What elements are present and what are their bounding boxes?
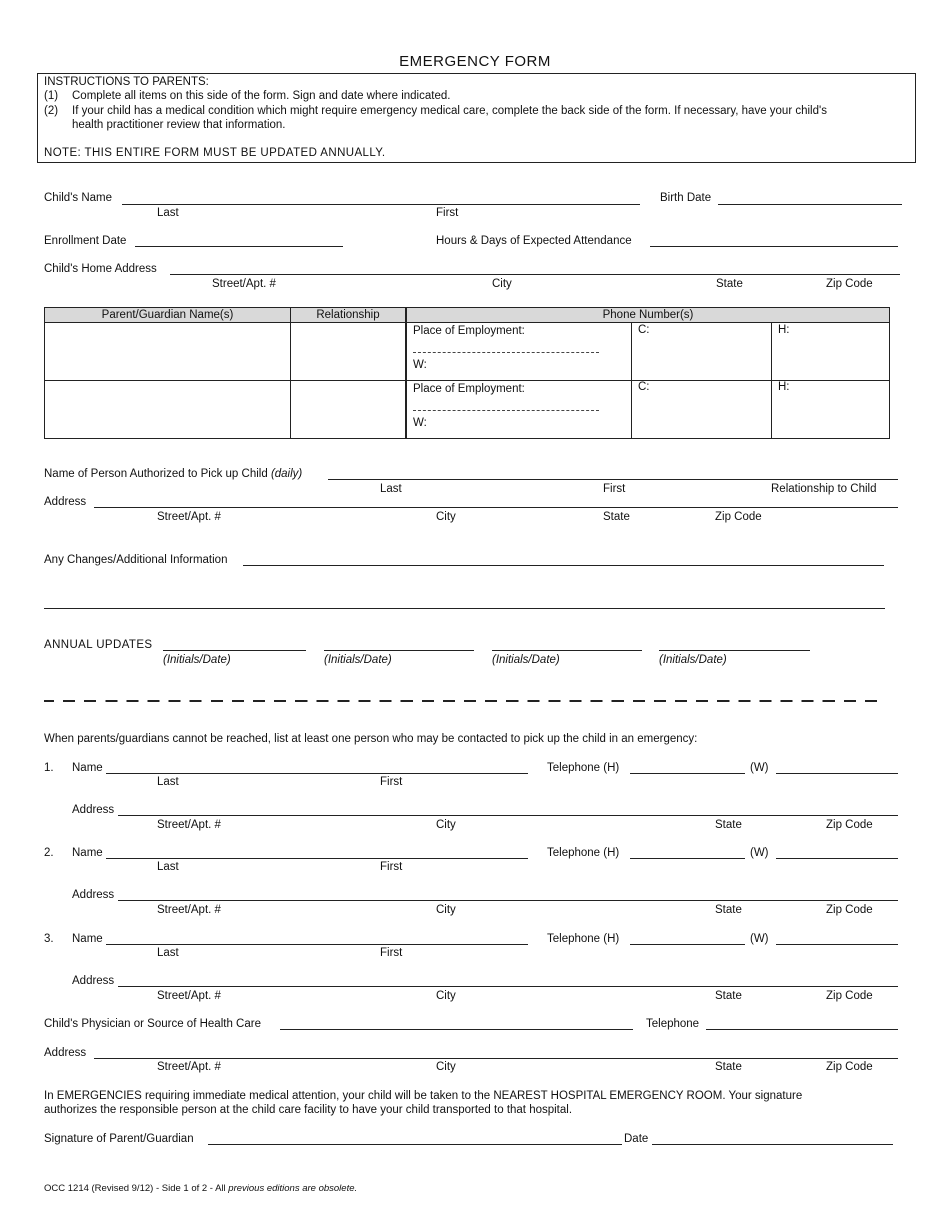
physician-address-field[interactable] xyxy=(94,1058,898,1059)
contact-number: 2. xyxy=(44,847,54,859)
first-caption: First xyxy=(380,947,403,959)
work-telephone-label: (W) xyxy=(750,933,769,945)
instructions-heading: INSTRUCTIONS TO PARENTS: xyxy=(44,76,209,88)
employment-line xyxy=(413,352,599,353)
work-telephone-field[interactable] xyxy=(776,944,898,945)
signature-label: Signature of Parent/Guardian xyxy=(44,1133,194,1145)
last-caption: Last xyxy=(380,483,402,495)
home-phone-label: H: xyxy=(778,381,790,393)
cell-phone-cell[interactable] xyxy=(632,381,772,439)
annual-updates-label: ANNUAL UPDATES xyxy=(44,639,153,651)
first-caption: First xyxy=(380,776,403,788)
home-telephone-field[interactable] xyxy=(630,773,745,774)
zip-caption: Zip Code xyxy=(826,990,873,1002)
cell-phone-label: C: xyxy=(638,324,650,336)
instruction-text-cont: health practitioner review that information. xyxy=(72,119,286,131)
contact-address-field[interactable] xyxy=(118,900,898,901)
city-caption: City xyxy=(436,819,456,831)
employment-cell[interactable] xyxy=(406,381,632,439)
physician-address-label: Address xyxy=(44,1047,87,1059)
physician-label: Child's Physician or Source of Health Care xyxy=(44,1018,261,1030)
home-telephone-field[interactable] xyxy=(630,944,745,945)
guardian-name-cell[interactable] xyxy=(45,381,291,439)
guardian-table xyxy=(44,307,890,439)
changes-label: Any Changes/Additional Information xyxy=(44,554,228,566)
header-phone-numbers: Phone Number(s) xyxy=(406,308,890,323)
contact-address-label: Address xyxy=(72,804,115,816)
contact-name-label: Name xyxy=(72,933,103,945)
state-caption: State xyxy=(715,990,742,1002)
contact-address-field[interactable] xyxy=(118,815,898,816)
street-caption: Street/Apt. # xyxy=(157,1061,221,1073)
state-caption: State xyxy=(715,819,742,831)
zip-caption: Zip Code xyxy=(826,278,873,290)
work-telephone-label: (W) xyxy=(750,762,769,774)
initials-date-caption: (Initials/Date) xyxy=(324,654,392,666)
relationship-cell[interactable] xyxy=(291,381,407,439)
first-caption: First xyxy=(603,483,626,495)
contact-name-field[interactable] xyxy=(106,773,528,774)
work-telephone-label: (W) xyxy=(750,847,769,859)
employment-label: Place of Employment: xyxy=(413,325,525,337)
emergency-statement-line-1: In EMERGENCIES requiring immediate medical attention, your child will be taken to the NEAREST HOSPITAL EMERGENCY ROOM. Your signature xyxy=(44,1090,803,1102)
employment-line xyxy=(413,410,599,411)
pickup-address-label: Address xyxy=(44,496,87,508)
footer-text: OCC 1214 (Revised 9/12) - Side 1 of 2 - All xyxy=(44,1183,229,1194)
contact-address-label: Address xyxy=(72,889,115,901)
emergency-contacts-intro: When parents/guardians cannot be reached, list at least one person who may be contacted to pick up the child in an emergency: xyxy=(44,733,698,745)
initials-date-caption: (Initials/Date) xyxy=(163,654,231,666)
contact-number: 3. xyxy=(44,933,54,945)
last-caption: Last xyxy=(157,947,179,959)
authorized-pickup-field[interactable] xyxy=(328,479,898,480)
last-caption: Last xyxy=(157,861,179,873)
work-phone-label: W: xyxy=(413,359,427,371)
form-footer xyxy=(44,1183,357,1194)
physician-field[interactable] xyxy=(280,1029,633,1030)
childs-name-label: Child's Name xyxy=(44,192,113,204)
last-caption: Last xyxy=(157,776,179,788)
birth-date-field[interactable] xyxy=(718,204,902,205)
first-caption: First xyxy=(380,861,403,873)
zip-caption: Zip Code xyxy=(715,511,762,523)
contact-name-field[interactable] xyxy=(106,944,528,945)
instruction-text: If your child has a medical condition which might require emergency medical care, complete the back side of the form. If necessary, have your child's xyxy=(72,105,827,117)
emergency-statement-line-2: authorizes the responsible person at the child care facility to have your child transported to that hospital. xyxy=(44,1104,573,1116)
state-caption: State xyxy=(603,511,630,523)
instruction-text: Complete all items on this side of the form. Sign and date where indicated. xyxy=(72,90,451,102)
hours-days-field[interactable] xyxy=(650,246,898,247)
state-caption: State xyxy=(715,904,742,916)
last-caption: Last xyxy=(157,207,179,219)
cell-phone-label: C: xyxy=(638,381,650,393)
street-caption: Street/Apt. # xyxy=(157,990,221,1002)
state-caption: State xyxy=(715,1061,742,1073)
cell-phone-cell[interactable] xyxy=(632,323,772,381)
enrollment-date-field[interactable] xyxy=(135,246,343,247)
annual-update-field[interactable] xyxy=(324,650,474,651)
header-relationship: Relationship xyxy=(291,308,407,323)
annual-update-field[interactable] xyxy=(659,650,810,651)
contact-number: 1. xyxy=(44,762,54,774)
physician-telephone-field[interactable] xyxy=(706,1029,898,1030)
zip-caption: Zip Code xyxy=(826,819,873,831)
home-telephone-label: Telephone (H) xyxy=(547,847,620,859)
guardian-name-cell[interactable] xyxy=(45,323,291,381)
city-caption: City xyxy=(436,990,456,1002)
contact-name-label: Name xyxy=(72,762,103,774)
work-phone-label: W: xyxy=(413,417,427,429)
annual-update-field[interactable] xyxy=(163,650,306,651)
birth-date-label: Birth Date xyxy=(660,192,712,204)
contact-name-field[interactable] xyxy=(106,858,528,859)
table-row xyxy=(45,323,890,381)
zip-caption: Zip Code xyxy=(826,904,873,916)
authorized-pickup-label xyxy=(44,467,302,481)
street-caption: Street/Apt. # xyxy=(212,278,276,290)
authorized-pickup-text: Name of Person Authorized to Pick up Child xyxy=(44,468,268,480)
header-guardian-name: Parent/Guardian Name(s) xyxy=(45,308,291,323)
childs-name-field[interactable] xyxy=(122,204,640,205)
signature-date-label: Date xyxy=(624,1133,649,1145)
zip-caption: Zip Code xyxy=(826,1061,873,1073)
form-title: EMERGENCY FORM xyxy=(399,53,551,70)
home-telephone-field[interactable] xyxy=(630,858,745,859)
employment-label: Place of Employment: xyxy=(413,383,525,395)
home-telephone-label: Telephone (H) xyxy=(547,933,620,945)
first-caption: First xyxy=(436,207,459,219)
home-phone-cell[interactable] xyxy=(772,323,890,381)
footer-italic-text: previous editions are obsolete. xyxy=(228,1183,358,1194)
signature-date-field[interactable] xyxy=(652,1144,893,1145)
employment-cell[interactable] xyxy=(406,323,632,381)
physician-telephone-label: Telephone xyxy=(646,1018,700,1030)
annual-update-field[interactable] xyxy=(492,650,642,651)
home-address-label: Child's Home Address xyxy=(44,263,157,275)
section-separator xyxy=(44,700,886,702)
changes-field-line-2[interactable] xyxy=(44,608,885,609)
initials-date-caption: (Initials/Date) xyxy=(492,654,560,666)
home-address-field[interactable] xyxy=(170,274,900,275)
pickup-address-field[interactable] xyxy=(94,507,898,508)
state-caption: State xyxy=(716,278,743,290)
city-caption: City xyxy=(436,511,456,523)
contact-name-label: Name xyxy=(72,847,103,859)
instruction-number: (1) xyxy=(44,90,59,102)
changes-field[interactable] xyxy=(243,565,884,566)
enrollment-date-label: Enrollment Date xyxy=(44,235,127,247)
street-caption: Street/Apt. # xyxy=(157,904,221,916)
contact-address-field[interactable] xyxy=(118,986,898,987)
home-telephone-label: Telephone (H) xyxy=(547,762,620,774)
initials-date-caption: (Initials/Date) xyxy=(659,654,727,666)
instructions-note: NOTE: THIS ENTIRE FORM MUST BE UPDATED ANNUALLY. xyxy=(44,147,386,159)
city-caption: City xyxy=(492,278,512,290)
signature-field[interactable] xyxy=(208,1144,622,1145)
city-caption: City xyxy=(436,904,456,916)
home-phone-cell[interactable] xyxy=(772,381,890,439)
street-caption: Street/Apt. # xyxy=(157,511,221,523)
home-phone-label: H: xyxy=(778,324,790,336)
work-telephone-field[interactable] xyxy=(776,858,898,859)
street-caption: Street/Apt. # xyxy=(157,819,221,831)
table-row xyxy=(45,381,890,439)
relationship-caption: Relationship to Child xyxy=(771,483,877,495)
instruction-number: (2) xyxy=(44,105,59,117)
hours-days-label: Hours & Days of Expected Attendance xyxy=(436,235,632,247)
contact-address-label: Address xyxy=(72,975,115,987)
work-telephone-field[interactable] xyxy=(776,773,898,774)
relationship-cell[interactable] xyxy=(291,323,407,381)
daily-note: (daily) xyxy=(270,468,303,480)
city-caption: City xyxy=(436,1061,456,1073)
